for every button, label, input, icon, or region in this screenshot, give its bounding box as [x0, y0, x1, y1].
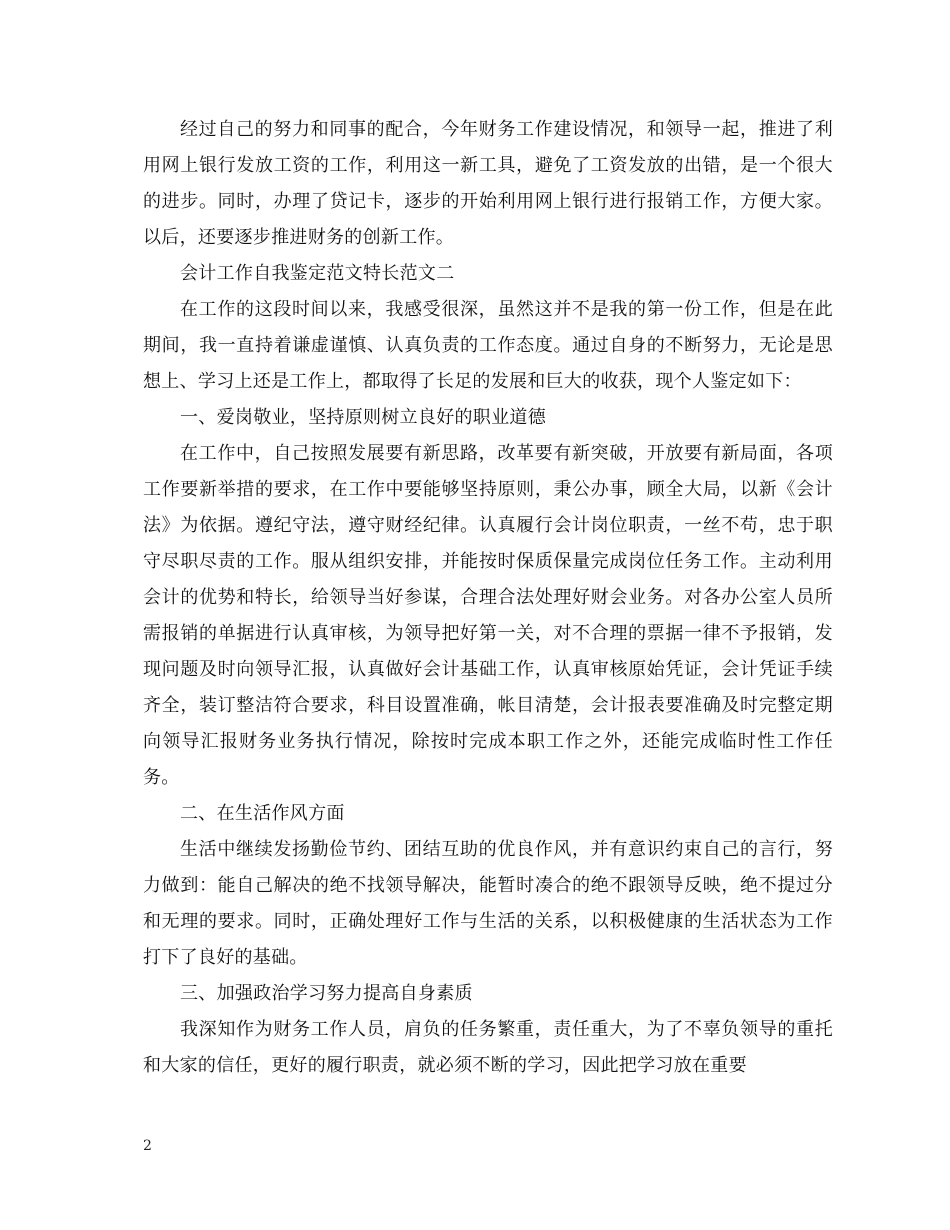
- paragraph-4: 生活中继续发扬勤俭节约、团结互助的优良作风，并有意识约束自己的言行，努力做到：能自己解决的绝不找领导解决，能暂时凑合的绝不跟领导反映，绝不提过分和无理的要求。同时，正确处理好工作与生活的关系，以积极健康的生活状态为工作打下了良好的基础。: [143, 839, 833, 968]
- paragraph-3: 在工作中，自己按照发展要有新思路，改革要有新突破，开放要有新局面，各项工作要新举措的要求，在工作中要能够坚持原则，秉公办事，顾全大局，以新《会计法》为依据。遵纪守法，遵守财经纪律。认真履行会计岗位职责，一丝不苟，忠于职守尽职尽责的工作。服从组织安排，并能按时保质保量完成岗位任务工作。主动利用会计的优势和特长，给领导当好参谋，合理合法处理好财会业务。对各办公室人员所需报销的单据进行认真审核，为领导把好第一关，对不合理的票据一律不予报销，发现问题及时向领导汇报，认真做好会计基础工作，认真审核原始凭证，会计凭证手续齐全，装订整洁符合要求，科目设置准确，帐目清楚，会计报表要准确及时完整定期向领导汇报财务业务执行情况，除按时完成本职工作之外，还能完成临时性工作任务。: [143, 443, 833, 788]
- paragraph-1: 经过自己的努力和同事的配合，今年财务工作建设情况，和领导一起，推进了利用网上银行发放工资的工作，利用这一新工具，避免了工资发放的出错，是一个很大的进步。同时，办理了贷记卡，逐步的开始利用网上银行进行报销工作，方便大家。以后，还要逐步推进财务的创新工作。: [143, 119, 833, 248]
- section-title: 会计工作自我鉴定范文特长范文二: [180, 263, 455, 284]
- section-heading-2: 二、在生活作风方面: [180, 803, 345, 824]
- paragraph-2: 在工作的这段时间以来，我感受很深，虽然这并不是我的第一份工作，但是在此期间，我一直持着谦虚谨慎、认真负责的工作态度。通过自身的不断努力，无论是思想上、学习上还是工作上，都取得了长足的发展和巨大的收获，现个人鉴定如下：: [143, 299, 833, 392]
- section-heading-1: 一、爱岗敬业，坚持原则树立良好的职业道德: [180, 407, 546, 428]
- section-heading-3: 三、加强政治学习努力提高自身素质: [180, 983, 473, 1004]
- document-body: [143, 112, 833, 1084]
- page-number: 2: [143, 1138, 152, 1154]
- paragraph-5: 我深知作为财务工作人员，肩负的任务繁重，责任重大，为了不辜负领导的重托和大家的信任，更好的履行职责，就必须不断的学习，因此把学习放在重要: [143, 1019, 833, 1076]
